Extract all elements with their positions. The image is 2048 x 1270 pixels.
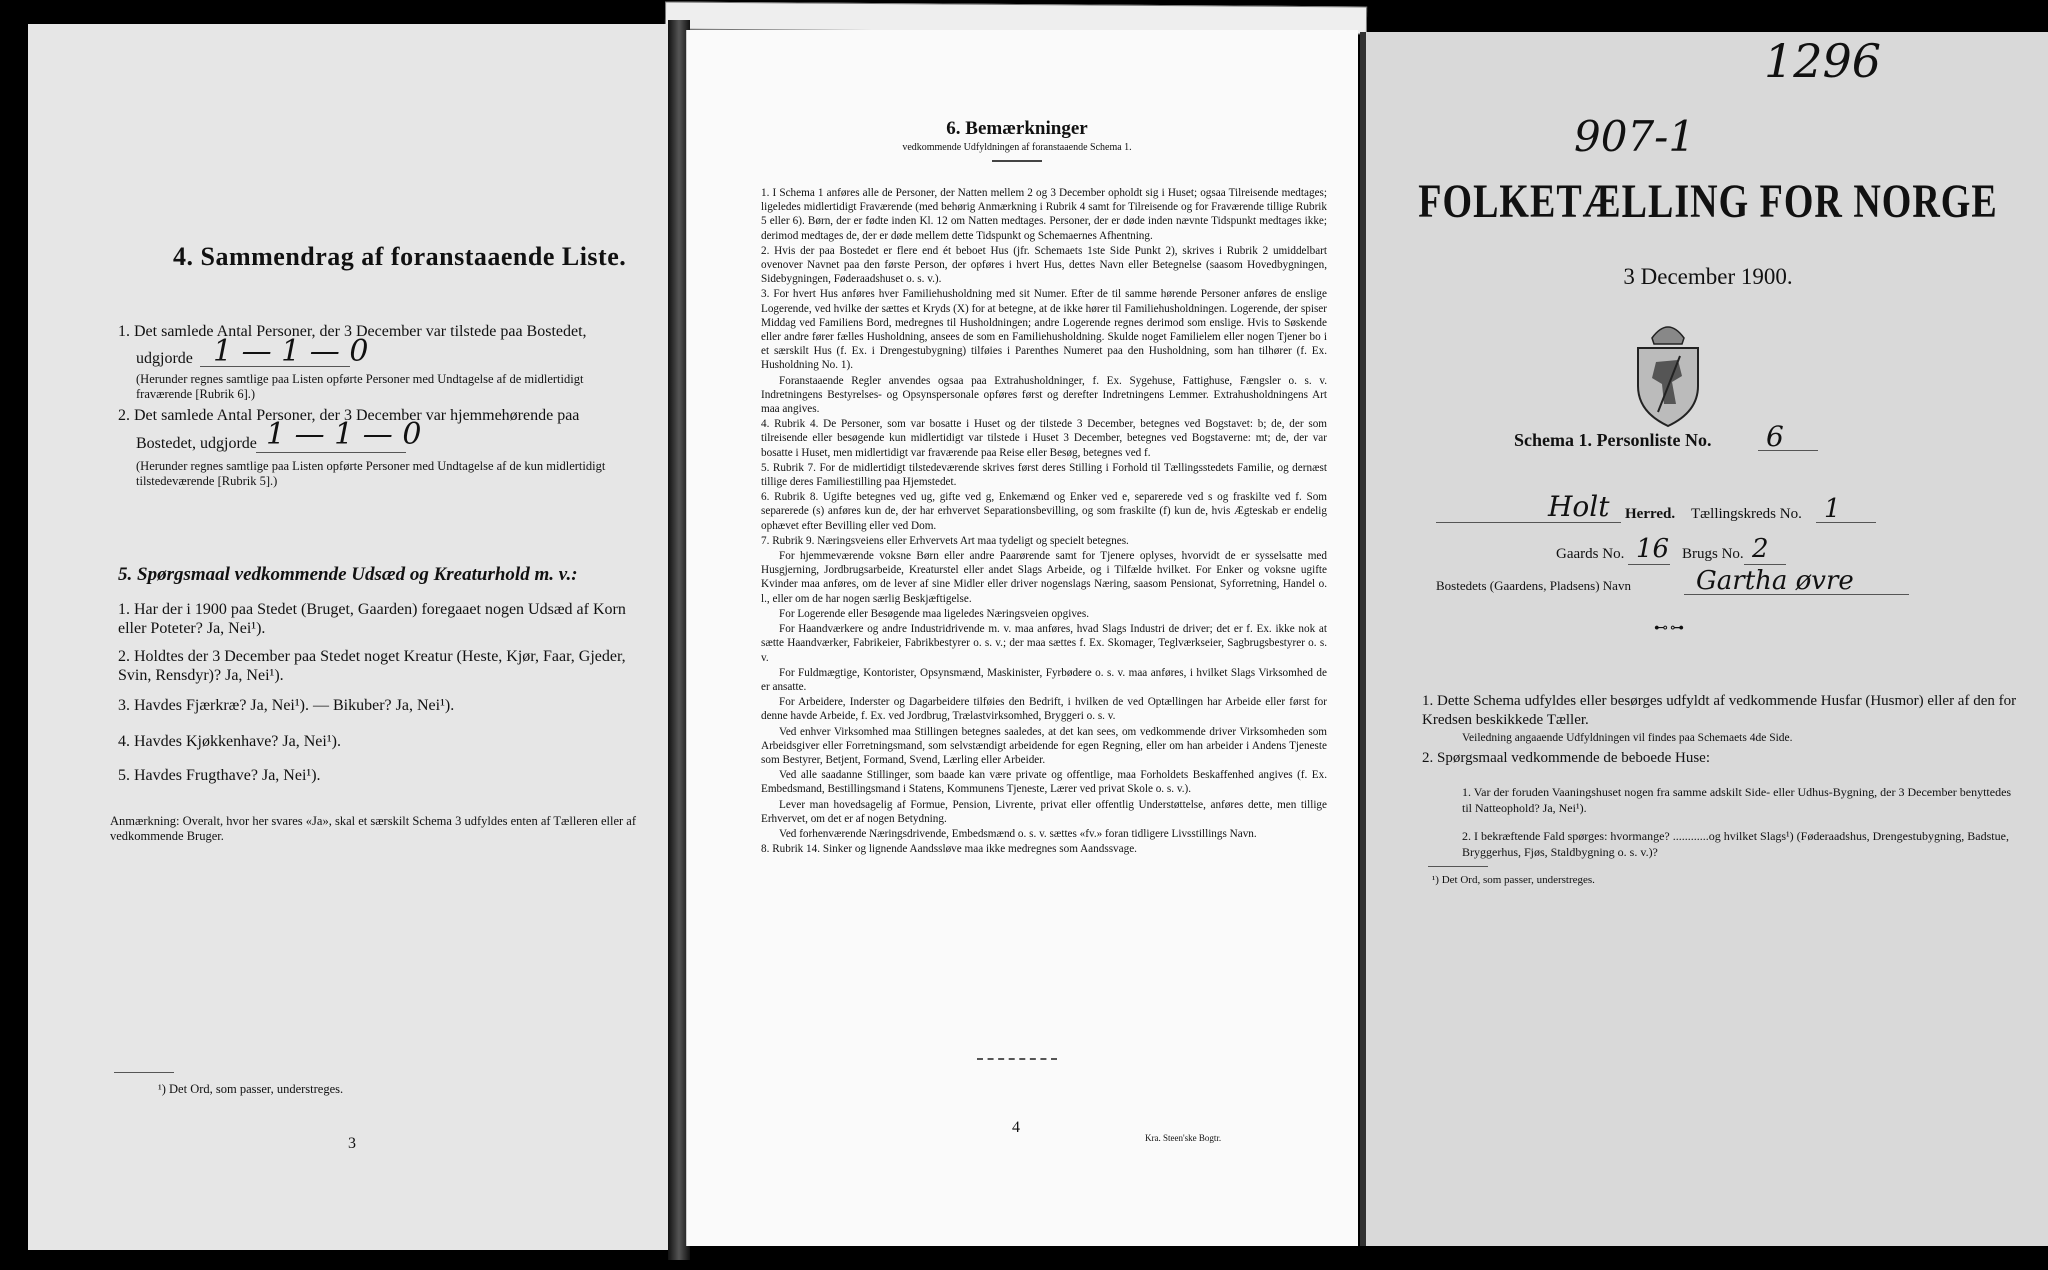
document-date: 3 December 1900.: [1623, 264, 1793, 289]
page-number-4: 4: [1012, 1119, 1020, 1136]
item2-note: (Herunder regnes samtlige paa Listen opførte Personer med Undtagelse af de kun midlertidigt tilstedeværende [Rubrik 5].): [136, 459, 606, 488]
item1-text: 1. Det samlede Antal Personer, der 3 December var tilstede paa Bostedet,: [118, 323, 587, 340]
gaards-value: 16: [1636, 534, 1670, 564]
item1-fill-line: [200, 366, 350, 367]
bosted-value: Gartha øvre: [1696, 566, 1854, 596]
item2-fill-line: [256, 452, 406, 453]
section5-title: 5. Spørgsmaal vedkommende Udsæd og Kreaturhold m. v.:: [118, 564, 578, 585]
ink-register-number: 907-1: [1574, 112, 1696, 161]
remark-paragraph: 7. Rubrik 9. Næringsveiens eller Erhvervets Art maa tydeligt og specielt betegnes.: [761, 534, 1129, 547]
remark-paragraph: For Logerende eller Besøgende maa ligeledes Næringsveien opgives.: [779, 607, 1090, 620]
anmerkning-note: Anmærkning: Overalt, hvor her svares «Ja», skal et særskilt Schema 3 udfyldes enten af Tælleren eller af vedkommende Bruger.: [110, 814, 637, 843]
section4-title: 4. Sammendrag af foranstaaende Liste.: [173, 242, 627, 271]
remark-paragraph: 3. For hvert Hus anføres hver Familiehusholdning med sit Numer. Efter de til samme hørende Personer anføres de enslige Logerende, ved hvilke der sættes et Kryds (X) for at betegne, at de ikke hører til Familiehusholdningen. Logerende, der spiser Middag ved Familiens Bord, medregnes til Husholdningen; andre Logerende regnes derimod som enslige. Hvis to Søskende eller andre fører fælles Husholdning, ansees de som en Familiehusholdning. Skulde noget Familielem eller nogen Tjener bo i et særskilt Hus (f. Ex. i Drengestubygning) tilføies i Parenthes Numeret paa den Husholdning, som han tilhører (f. Ex. Husholdning No. 1).: [761, 288, 1327, 372]
remarks-list: [761, 186, 1327, 856]
question-3: 3. Havdes Fjærkræ? Ja, Nei¹). — Bikuber? Ja, Nei¹).: [118, 697, 455, 714]
remarks-body: [761, 186, 1327, 857]
schema-value: 6: [1766, 420, 1784, 453]
end-rule: [977, 1058, 1057, 1060]
instruction-1: 1. Dette Schema udfyldes eller besørges udfyldt af vedkommende Husfar (Husmor) eller af den for Kredsen beskikkede Tæller.: [1422, 693, 2017, 728]
remark-paragraph: For Haandværkere og andre Industridrivende m. v. maa anføres, hvad Slags Industri de driver; det er f. Ex. ikke nok at sætte Haandværker, Fabrikeier, Fabrikbestyrer o. s. v.; der maa sættes f. Ex. Skomager, Teglværkseier, Sagbrugsbestyrer o. s. v.: [761, 623, 1327, 664]
instruction-1-note: Veiledning angaaende Udfyldningen vil findes paa Schemaets 4de Side.: [1462, 732, 1793, 744]
remark-paragraph: Ved alle saadanne Stillinger, som baade kan være private og offentlige, maa Forholdets Beskaffenhed angives (f. Ex. Embedsmand, Bestillingsmand i Statens, Kommunens Tjeneste, Lærer ved privat Skole o. s. v.).: [761, 769, 1327, 796]
footnote-right: ¹) Det Ord, som passer, understreges.: [1432, 874, 1595, 886]
brugs-value: 2: [1752, 534, 1769, 564]
document-title: FOLKETÆLLING FOR NORGE: [1418, 175, 1998, 229]
remark-paragraph: 1. I Schema 1 anføres alle de Personer, der Natten mellem 2 og 3 December opholdt sig i Huset; ogsaa Tilreisende medtages; ligeledes midlertidigt Fraværende (med behørig Anmærkning i Rubrik 4 samt for Tilreisende og for Fraværende tillige Rubrik 5 eller 6). Børn, der er fødte inden Kl. 12 om Natten medtages. Personer, der er døde inden nævnte Tidspunkt medtages ikke; derimod medtages de, der er døde mellem dette Tidspunkt og Schemaernes Afhentning.: [761, 187, 1327, 242]
brugs-label: Brugs No.: [1682, 546, 1744, 562]
kreds-fill-line: [1816, 522, 1876, 523]
herred-value: Holt: [1548, 490, 1610, 523]
question-1: 1. Har der i 1900 paa Stedet (Bruget, Gaarden) foregaaet nogen Udsæd af Korn eller Poteter? Ja, Nei¹).: [118, 601, 626, 637]
remark-paragraph: 5. Rubrik 7. For de midlertidigt tilstedeværende skrives først deres Stilling i Forhold til Tællingsstedets Familie, og dernæst tillige deres Familiestilling paa Hjemstedet.: [761, 461, 1327, 489]
remarks-subtitle: vedkommende Udfyldningen af foranstaaende Schema 1.: [902, 142, 1132, 153]
corner-archive-number: 1296: [1764, 34, 1882, 88]
herred-fill-line: [1436, 522, 1621, 523]
gaards-label: Gaards No.: [1556, 546, 1625, 562]
bosted-label: Bostedets (Gaardens, Pladsens) Navn: [1436, 578, 1631, 593]
remarks-title: 6. Bemærkninger: [946, 118, 1088, 139]
question-2: 2. Holdtes der 3 December paa Stedet noget Kreatur (Heste, Kjør, Faar, Gjeder, Svin, Rensdyr)? Ja, Nei¹).: [118, 648, 626, 684]
remark-paragraph: Ved enhver Virksomhed maa Stillingen betegnes saaledes, at det kan sees, om vedkommende driver Virksomheden som Arbeidsgiver eller Forretningsmand, som selvstændigt arbeidende for egen Regning, eller om han arbeider i Andens Tjeneste som Bestyrer, Betjent, Formand, Svend, Lærling eller Arbeider.: [761, 725, 1327, 766]
left-page: [28, 24, 674, 1250]
page-number-3: 3: [348, 1135, 356, 1152]
middle-page: [686, 30, 1358, 1246]
bosted-fill-line: [1684, 594, 1909, 595]
instruction-2-2: 2. I bekræftende Fald spørges: hvormange? ............og hvilket Slags¹) (Føderaadshus, Drengestubygning, Badstue, Bryggerhus, Fjøs, Staldbygning o. s. v.)?: [1462, 829, 2009, 859]
item1-handwritten-value: 1 — 1 — 0: [213, 334, 369, 369]
item2-handwritten-value: 1 — 1 — 0: [266, 417, 422, 452]
remark-paragraph: Lever man hovedsagelig af Formue, Pension, Livrente, privat eller offentlig Understøttelse, anføres dette, men tillige Erhvervet, om det er af nogen Betydning.: [761, 798, 1327, 825]
remark-paragraph: For hjemmeværende voksne Børn eller andre Paarørende samt for Tjenere oplyses, hvorvidt de er sysselsatte med Husgjerning, Jordbrugsarbeide, Kreaturstel eller andet Slags Arbeide, og i Tilfælde hvilket. For Enker og voksne ugifte Kvinder maa anføres, om de lever af sine Midler eller driver nogenslags Næring, saasom Pensionat, Syforretning, Handel o. l., eller om de har nogen særlig Beskjæftigelse.: [761, 550, 1327, 605]
coat-of-arms-icon: [1628, 316, 1708, 428]
instruction-2: 2. Spørgsmaal vedkommende de beboede Huse:: [1422, 750, 1710, 766]
footnote-rule-right: [1428, 866, 1488, 867]
remark-paragraph: Ved forhenværende Næringsdrivende, Embedsmænd o. s. v. sættes «fv.» foran tidligere Livsstillings Navn.: [779, 827, 1257, 840]
schema-label: Schema 1. Personliste No.: [1514, 430, 1712, 450]
remark-paragraph: 2. Hvis der paa Bostedet er flere end ét beboet Hus (jfr. Schemaets 1ste Side Punkt 2), skrives i Rubrik 2 umiddelbart ovenover Navnet paa den første Person, der opføres i hvert Hus, dettes Navn eller Betegnelse (saasom Hovedbygningen, Sidebygningen, Føderaadshuset o. s. v.).: [761, 244, 1327, 286]
remark-paragraph: For Fuldmægtige, Kontorister, Opsynsmænd, Maskinister, Fyrbødere o. s. v. maa anføres, i hvilket Slags Virksomhed de er ansatte.: [761, 666, 1327, 693]
kreds-value: 1: [1824, 494, 1841, 524]
brugs-fill-line: [1744, 564, 1786, 565]
herred-label: Herred.: [1625, 506, 1676, 522]
remark-paragraph: 6. Rubrik 8. Ugifte betegnes ved ug, gifte ved g, Enkemænd og Enker ved e, separerede ved s og fraskilte ved f. Som separerede (s) anføres kun de, der har erhvervet Separationsbevilling, og som fraskilte (f) kun de, hvis Ægteskab er endelig ophævet efter Bevilling eller ved Dom.: [761, 491, 1327, 532]
remark-paragraph: For Arbeidere, Inderster og Dagarbeidere tilføies den Bedrift, i hvilken de ved Optællingen har Arbeide eller først for denne havde Arbeide, f. Ex. ved Jordbrug, Trælastvirksomhed, Bryggeri o. s. v.: [761, 696, 1327, 723]
right-page: [1360, 32, 2048, 1246]
item2-text: 2. Det samlede Antal Personer, der 3 December var hjemmehørende paa: [118, 407, 580, 424]
footnote-rule: [114, 1072, 174, 1073]
item1-udgjorde-label: udgjorde: [136, 350, 193, 367]
remark-paragraph: 4. Rubrik 4. De Personer, som var bosatte i Huset og der tilstede 3 December, betegnes ved Bogstavet: b; de, der som tilreisende eller besøgende kun midlertidigt var tilstede i Huset 3 December, betegnes ved Bogstaverne: mt; de, der var bosatte i Huset, men midlertidigt var fraværende paa Reise eller Besøg, betegnes ved f.: [761, 418, 1327, 459]
schema-fill-line: [1758, 450, 1818, 451]
remark-paragraph: 8. Rubrik 14. Sinker og lignende Aandssløve maa ikke medregnes som Aandssvage.: [761, 843, 1137, 856]
printer-credit: Kra. Steen'ske Bogtr.: [1145, 1133, 1222, 1143]
remark-paragraph: Foranstaaende Regler anvendes ogsaa paa Extrahusholdninger, f. Ex. Sygehuse, Fattighuse, Fængsler o. s. v. Indretningens Bestyrelses- og Opsynspersonale opføres først og derefter Indretningens Lemmer. Extrahusholdningens Art maa angives.: [761, 374, 1327, 416]
item2-bostedet-label: Bostedet, udgjorde: [136, 435, 257, 452]
instruction-2-1: 1. Var der foruden Vaaningshuset nogen fra samme adskilt Side- eller Udhus-Bygning, der 3 December benyttedes til Natteophold? Ja, Nei¹).: [1462, 785, 2012, 815]
kreds-label: Tællingskreds No.: [1691, 506, 1802, 522]
ornament-icon: ⊷⊶: [1654, 621, 1686, 636]
gaards-fill-line: [1628, 564, 1670, 565]
question-4: 4. Havdes Kjøkkenhave? Ja, Nei¹).: [118, 733, 341, 750]
question-5: 5. Havdes Frugthave? Ja, Nei¹).: [118, 767, 321, 784]
item1-note: (Herunder regnes samtlige paa Listen opførte Personer med Undtagelse af de midlertidigt fraværende [Rubrik 6].): [136, 372, 584, 401]
footnote: ¹) Det Ord, som passer, understreges.: [158, 1082, 344, 1096]
title-rule: [992, 160, 1042, 162]
